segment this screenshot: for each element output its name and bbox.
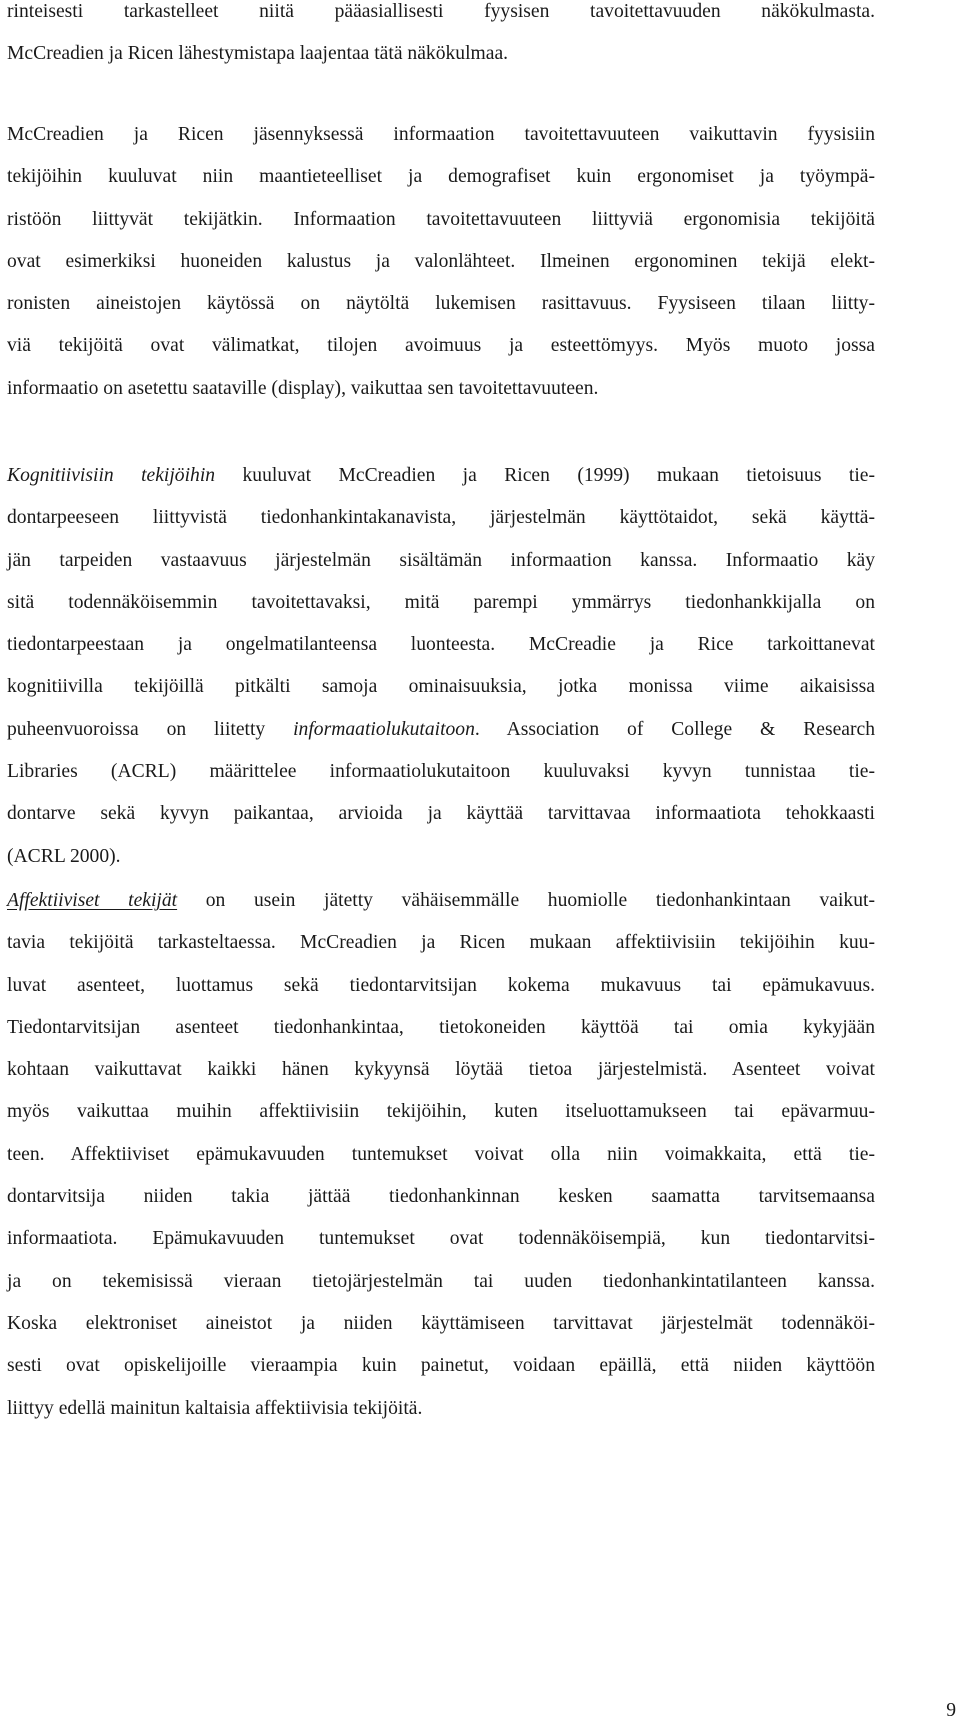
text-line: dontarpeeseen liittyvistä tiedonhankintakanavista, järjestelmän käyttötaidot, sekä käyttä- [7, 507, 875, 529]
paragraph-physical-factors [7, 114, 875, 410]
text-line [7, 880, 875, 922]
text-line: sesti ovat opiskelijoille vieraampia kuin painetut, voidaan epäillä, että niiden käyttöön [7, 1355, 875, 1377]
text-line: sitä todennäköisemmin tavoitettavaksi, mitä parempi ymmärrys tiedonhankkijalla on [7, 591, 875, 613]
text-line: kohtaan vaikuttavat kaikki hänen kykyynsä löytää tietoa järjestelmistä. Asenteet voivat [7, 1059, 875, 1081]
text-line: McCreadien ja Ricen jäsennyksessä informaation tavoitettavuuteen vaikuttavin fyysisiin [7, 124, 875, 145]
text-line: dontarve sekä kyvyn paikantaa, arvioida ja käyttää tarvittavaa informaatiota tehokkaasti [7, 803, 875, 825]
page-number: 9 [946, 1700, 956, 1721]
text-line: Koska elektroniset aineistot ja niiden käyttämiseen tarvittavat järjestelmät todennäköi- [7, 1312, 875, 1334]
text-line: tekijöihin kuuluvat niin maantieteelliset ja demografiset kuin ergonomiset ja työympä- [7, 166, 875, 188]
term-information-literacy: informaatiolukutaitoon [293, 718, 475, 740]
term-cognitive-factors: Kognitiivisiin tekijöihin [7, 465, 216, 486]
text-line: dontarvitsija niiden takia jättää tiedonhankinnan kesken saamatta tarvitsemaansa [7, 1186, 875, 1208]
text-line: kognitiivilla tekijöillä pitkälti samoja ominaisuuksia, jotka monissa viime aikaisissa [7, 676, 875, 698]
text-line: informaatiota. Epämukavuuden tuntemukset ovat todennäköisempiä, kun tiedontarvitsi- [7, 1228, 875, 1250]
text-line: McCreadien ja Ricen lähestymistapa laajentaa tätä näkökulmaa. [7, 43, 509, 65]
text-line: liittyy edellä mainitun kaltaisia affektiivisia tekijöitä. [7, 1397, 423, 1419]
text-line: luvat asenteet, luottamus sekä tiedontarvitsijan kokema mukavuus tai epämukavuus. [7, 974, 875, 996]
text-line: Libraries (ACRL) määrittelee informaatiolukutaitoon kuuluvaksi kyvyn tunnistaa tie- [7, 761, 875, 783]
paragraph-affective-factors [7, 880, 875, 1430]
text-line: jän tarpeiden vastaavuus järjestelmän sisältämän informaation kanssa. Informaatio käy [7, 549, 875, 571]
text-line [7, 455, 875, 497]
text-line: viä tekijöitä ovat välimatkat, tilojen avoimuus ja esteettömyys. Myös muoto jossa [7, 335, 875, 357]
text-line: informaatio on asetettu saataville (display), vaikuttaa sen tavoitettavuuteen. [7, 377, 599, 399]
text-line: (ACRL 2000). [7, 845, 121, 867]
text-fragment: . Association of College & Research [474, 718, 875, 740]
paragraph-cognitive-factors [7, 455, 875, 878]
text-line: rinteisesti tarkastelleet niitä pääasiallisesti fyysisen tavoitettavuuden näkökulmasta. [7, 1, 875, 22]
paragraph-intro [7, 0, 875, 76]
text-line: myös vaikuttaa muihin affektiivisiin tekijöihin, kuten itseluottamukseen tai epävarmuu- [7, 1101, 875, 1123]
term-affective-factors: Affektiiviset tekijät [7, 890, 178, 911]
text-line: tiedontarpeestaan ja ongelmatilanteensa luonteesta. McCreadie ja Rice tarkoittanevat [7, 634, 875, 656]
text-fragment: kuuluvat McCreadien ja Ricen (1999) mukaan tietoisuus tie- [215, 465, 875, 486]
text-line: Tiedontarvitsijan asenteet tiedonhankintaa, tietokoneiden käyttöä tai omia kykyjään [7, 1016, 875, 1038]
text-line: ovat esimerkiksi huoneiden kalustus ja valonlähteet. Ilmeinen ergonominen tekijä elekt- [7, 250, 875, 272]
text-line [7, 709, 875, 751]
text-line: teen. Affektiiviset epämukavuuden tuntemukset voivat olla niin voimakkaita, että tie- [7, 1143, 875, 1165]
text-line: ristöön liittyvät tekijätkin. Informaation tavoitettavuuteen liittyviä ergonomisia tekijöitä [7, 208, 875, 230]
text-line: ja on tekemisissä vieraan tietojärjestelmän tai uuden tiedonhankintatilanteen kanssa. [7, 1270, 875, 1292]
text-fragment: puheenvuoroissa on liitetty [7, 718, 294, 740]
text-line: ronisten aineistojen käytössä on näytöltä lukemisen rasittavuus. Fyysiseen tilaan liitty- [7, 293, 875, 315]
text-line: tavia tekijöitä tarkasteltaessa. McCreadien ja Ricen mukaan affektiivisiin tekijöihin kuu- [7, 932, 875, 954]
text-fragment: on usein jätetty vähäisemmälle huomiolle tiedonhankintaan vaikut- [177, 890, 875, 911]
